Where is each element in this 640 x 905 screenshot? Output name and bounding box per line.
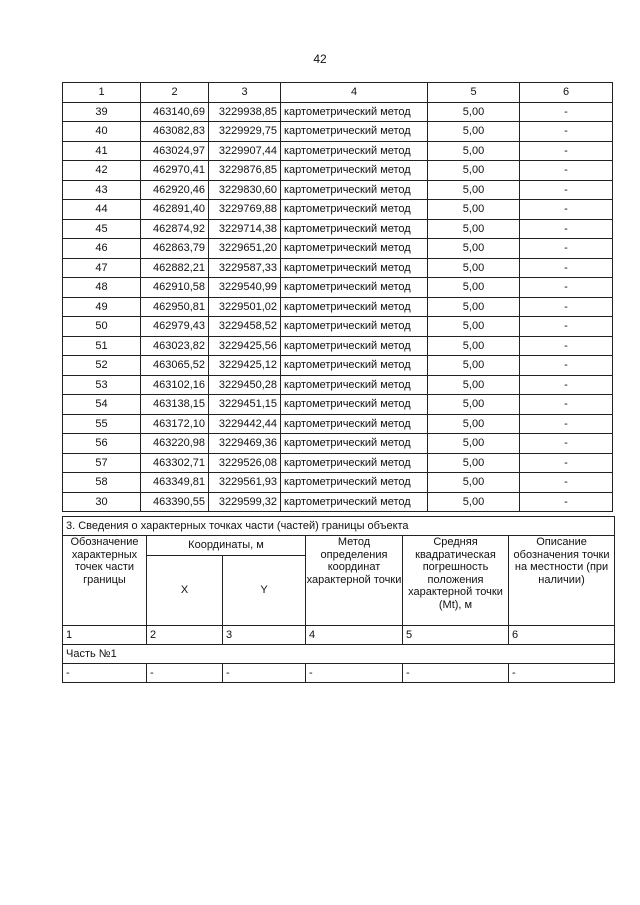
table-cell: - xyxy=(520,180,613,200)
table-cell: картометрический метод xyxy=(281,356,428,376)
table-row xyxy=(63,317,613,337)
column-number: 1 xyxy=(63,626,147,645)
table-cell: 3229587,33 xyxy=(209,258,281,278)
table-cell: - xyxy=(520,336,613,356)
table-cell: 462950,81 xyxy=(141,297,209,317)
table-cell: 3229907,44 xyxy=(209,141,281,161)
table-cell: 462863,79 xyxy=(141,239,209,259)
table-cell: - xyxy=(223,664,306,683)
table-cell: 5,00 xyxy=(428,122,520,142)
table-cell: 5,00 xyxy=(428,278,520,298)
column-header: 1 xyxy=(63,83,141,103)
table-cell: 463172,10 xyxy=(141,414,209,434)
table-cell: 3229425,12 xyxy=(209,356,281,376)
table-cell: 463082,83 xyxy=(141,122,209,142)
table-cell: картометрический метод xyxy=(281,336,428,356)
table-cell: 43 xyxy=(63,180,141,200)
table-cell: 5,00 xyxy=(428,317,520,337)
table-cell: - xyxy=(520,239,613,259)
table-cell: картометрический метод xyxy=(281,453,428,473)
table-row xyxy=(63,453,613,473)
coordinates-table xyxy=(62,82,613,512)
table-cell: - xyxy=(520,434,613,454)
table-cell: 463023,82 xyxy=(141,336,209,356)
table-cell: картометрический метод xyxy=(281,297,428,317)
table-row xyxy=(63,664,615,683)
table-cell: 462874,92 xyxy=(141,219,209,239)
table-cell: 5,00 xyxy=(428,453,520,473)
table-row xyxy=(63,102,613,122)
table-cell: 41 xyxy=(63,141,141,161)
table-cell: - xyxy=(520,258,613,278)
table-cell: 462882,21 xyxy=(141,258,209,278)
table-cell: - xyxy=(147,664,223,683)
table-cell: 5,00 xyxy=(428,492,520,512)
table-row xyxy=(63,200,613,220)
table-cell: картометрический метод xyxy=(281,180,428,200)
section-3-title: 3. Сведения о характерных точках части (частей) границы объекта xyxy=(63,517,615,536)
table-row xyxy=(63,492,613,512)
table-cell: 3229450,28 xyxy=(209,375,281,395)
table-cell: 5,00 xyxy=(428,180,520,200)
table-cell: 463065,52 xyxy=(141,356,209,376)
table-cell: 53 xyxy=(63,375,141,395)
table-row xyxy=(63,375,613,395)
column-header: 4 xyxy=(281,83,428,103)
table-cell: 3229442,44 xyxy=(209,414,281,434)
table-cell: 5,00 xyxy=(428,414,520,434)
table-row xyxy=(63,180,613,200)
table-cell: - xyxy=(520,219,613,239)
table-cell: - xyxy=(520,200,613,220)
table-cell: 463302,71 xyxy=(141,453,209,473)
table-cell: - xyxy=(509,664,615,683)
table-cell: 463220,98 xyxy=(141,434,209,454)
table-cell: картометрический метод xyxy=(281,141,428,161)
table-cell: 462920,46 xyxy=(141,180,209,200)
table-cell: картометрический метод xyxy=(281,278,428,298)
column-number-row xyxy=(63,626,615,645)
table-cell: картометрический метод xyxy=(281,258,428,278)
table-cell: картометрический метод xyxy=(281,219,428,239)
table-cell: 5,00 xyxy=(428,258,520,278)
table-cell: картометрический метод xyxy=(281,434,428,454)
column-number: 4 xyxy=(306,626,403,645)
table-cell: - xyxy=(520,122,613,142)
table-row xyxy=(63,297,613,317)
table-cell: 5,00 xyxy=(428,239,520,259)
table-cell: 3229451,15 xyxy=(209,395,281,415)
table-cell: - xyxy=(520,356,613,376)
column-number: 3 xyxy=(223,626,306,645)
table-cell: 44 xyxy=(63,200,141,220)
table-cell: картометрический метод xyxy=(281,395,428,415)
table-cell: 3229876,85 xyxy=(209,161,281,181)
table-cell: - xyxy=(403,664,509,683)
table-cell: 58 xyxy=(63,473,141,493)
table-cell: картометрический метод xyxy=(281,414,428,434)
table-cell: 49 xyxy=(63,297,141,317)
table-row xyxy=(63,219,613,239)
table-cell: 3229769,88 xyxy=(209,200,281,220)
table-cell: - xyxy=(306,664,403,683)
table-cell: 5,00 xyxy=(428,336,520,356)
column-number: 6 xyxy=(509,626,615,645)
table-cell: - xyxy=(520,395,613,415)
table-cell: - xyxy=(520,492,613,512)
table-row xyxy=(63,161,613,181)
table-row xyxy=(63,473,613,493)
table-cell: 462979,43 xyxy=(141,317,209,337)
table-cell: 30 xyxy=(63,492,141,512)
table-cell: картометрический метод xyxy=(281,200,428,220)
table-cell: 5,00 xyxy=(428,141,520,161)
table-row xyxy=(63,434,613,454)
header-x: X xyxy=(147,556,223,626)
table-row xyxy=(63,356,613,376)
table-cell: 50 xyxy=(63,317,141,337)
table-row xyxy=(63,336,613,356)
part-label: Часть №1 xyxy=(63,645,615,664)
table-cell: 463140,69 xyxy=(141,102,209,122)
table-row xyxy=(63,258,613,278)
table-cell: - xyxy=(520,414,613,434)
table-cell: картометрический метод xyxy=(281,239,428,259)
table-cell: картометрический метод xyxy=(281,375,428,395)
table-cell: 3229561,93 xyxy=(209,473,281,493)
table-row xyxy=(63,141,613,161)
header-coordinates: Координаты, м xyxy=(147,536,306,556)
table-row xyxy=(63,239,613,259)
table-cell: 47 xyxy=(63,258,141,278)
table-cell: картометрический метод xyxy=(281,122,428,142)
table-cell: 5,00 xyxy=(428,434,520,454)
table-cell: - xyxy=(520,473,613,493)
table-cell: 5,00 xyxy=(428,395,520,415)
table-cell: 463349,81 xyxy=(141,473,209,493)
table-cell: 46 xyxy=(63,239,141,259)
table-cell: 3229458,52 xyxy=(209,317,281,337)
table-row xyxy=(63,395,613,415)
table-cell: - xyxy=(520,317,613,337)
table-cell: - xyxy=(520,102,613,122)
table-cell: 54 xyxy=(63,395,141,415)
table-cell: 3229425,56 xyxy=(209,336,281,356)
table-cell: 45 xyxy=(63,219,141,239)
table-cell: 3229469,36 xyxy=(209,434,281,454)
table-cell: картометрический метод xyxy=(281,317,428,337)
table-cell: 3229714,38 xyxy=(209,219,281,239)
table-cell: 3229938,85 xyxy=(209,102,281,122)
table-cell: 40 xyxy=(63,122,141,142)
table-row xyxy=(63,122,613,142)
table-cell: 48 xyxy=(63,278,141,298)
table-cell: 3229929,75 xyxy=(209,122,281,142)
table-cell: 51 xyxy=(63,336,141,356)
table-cell: картометрический метод xyxy=(281,492,428,512)
column-header: 2 xyxy=(141,83,209,103)
header-description: Описание обозначения точки на местности (при наличии) xyxy=(509,536,615,626)
header-designation: Обозначение характерных точек части границы xyxy=(63,536,147,626)
column-number: 5 xyxy=(403,626,509,645)
column-header: 5 xyxy=(428,83,520,103)
table-cell: 5,00 xyxy=(428,356,520,376)
table-cell: 5,00 xyxy=(428,473,520,493)
table-cell: картометрический метод xyxy=(281,102,428,122)
table-cell: 57 xyxy=(63,453,141,473)
table-cell: 5,00 xyxy=(428,200,520,220)
table-cell: - xyxy=(520,453,613,473)
table-cell: 5,00 xyxy=(428,297,520,317)
table-header-row xyxy=(63,83,613,103)
table-cell: 56 xyxy=(63,434,141,454)
table-cell: 5,00 xyxy=(428,219,520,239)
table-cell: 52 xyxy=(63,356,141,376)
table-cell: - xyxy=(520,278,613,298)
table-cell: 42 xyxy=(63,161,141,181)
table-cell: - xyxy=(520,297,613,317)
table-row xyxy=(63,278,613,298)
table-cell: - xyxy=(520,161,613,181)
table-cell: 462891,40 xyxy=(141,200,209,220)
table-cell: картометрический метод xyxy=(281,473,428,493)
table-cell: 463138,15 xyxy=(141,395,209,415)
table-cell: картометрический метод xyxy=(281,161,428,181)
column-header: 3 xyxy=(209,83,281,103)
table-cell: 5,00 xyxy=(428,375,520,395)
table-cell: 3229501,02 xyxy=(209,297,281,317)
table-cell: - xyxy=(63,664,147,683)
table-cell: 5,00 xyxy=(428,102,520,122)
header-y: Y xyxy=(223,556,306,626)
table-cell: 55 xyxy=(63,414,141,434)
header-accuracy: Средняя квадратическая погрешность положения характерной точки (Mt), м xyxy=(403,536,509,626)
table-cell: 3229599,32 xyxy=(209,492,281,512)
column-number: 2 xyxy=(147,626,223,645)
table-cell: 462910,58 xyxy=(141,278,209,298)
table-cell: 462970,41 xyxy=(141,161,209,181)
table-cell: 3229830,60 xyxy=(209,180,281,200)
table-cell: 3229526,08 xyxy=(209,453,281,473)
table-cell: 5,00 xyxy=(428,161,520,181)
table-row xyxy=(63,414,613,434)
table-cell: 39 xyxy=(63,102,141,122)
table-cell: 3229540,99 xyxy=(209,278,281,298)
table-cell: 3229651,20 xyxy=(209,239,281,259)
column-header: 6 xyxy=(520,83,613,103)
table-cell: - xyxy=(520,375,613,395)
table-cell: 463024,97 xyxy=(141,141,209,161)
header-method: Метод определения координат характерной точки xyxy=(306,536,403,626)
table-cell: 463102,16 xyxy=(141,375,209,395)
table-cell: - xyxy=(520,141,613,161)
page-number: 42 xyxy=(313,52,327,66)
table-cell: 463390,55 xyxy=(141,492,209,512)
part-boundary-table xyxy=(62,516,615,683)
